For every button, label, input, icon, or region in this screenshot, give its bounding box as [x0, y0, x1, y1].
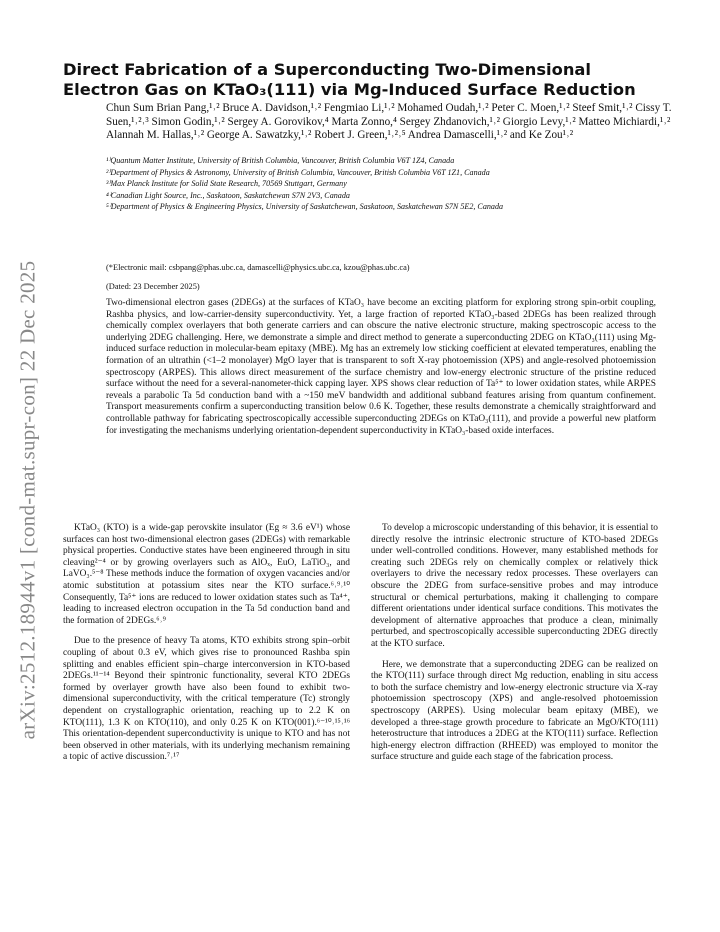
affiliations [106, 155, 676, 213]
arxiv-identifier-text: arXiv:2512.18944v1 [cond-mat.supr-con] 22 Dec 2025 [15, 260, 40, 740]
arxiv-identifier-stamp [8, 180, 48, 820]
affiliation-1: ¹⁾Quantum Matter Institute, University of British Columbia, Vancouver, British Columbia V6T 1Z4, Canada [106, 156, 455, 165]
paragraph: Due to the presence of heavy Ta atoms, KTO exhibits strong spin–orbit coupling of about 0.3 eV, which gives rise to pronounced Rashba spin splitting and enables efficient spin–charge interconversion in KTO-based 2DEGs.¹¹⁻¹⁴ Beyond their spintronic functionality, several KTO 2DEGs formed by overlayer growth have also been found to exhibit two-dimensional superconductivity, with the critical temperature (Tc) strongly dependent on crystallographic orientation, reaching up to 2.2 K on KTO(111), 1.3 K on KTO(110), and only 0.25 K on KTO(001).⁶⁻¹⁰˒¹⁵˒¹⁶ This orientation-dependent superconductivity is unique to KTO and has not been observed in other materials, with its underlying mechanism remaining a topic of active discussion.⁷˒¹⁷ [63, 636, 350, 763]
abstract: Two-dimensional electron gases (2DEGs) at the surfaces of KTaO₃ have become an exciting platform for exploring strong spin-orbit coupling, Rashba physics, and low-carrier-density superconductivity. Yet, a large fraction of reported KTaO₃-based 2DEGs has been realized through chemically complex overlayers that both generate carriers and can obscure the native electronic structure, making spectroscopic access to the underlying 2DEG challenging. Here, we demonstrate a simple and direct method to generate a superconducting 2DEG on KTaO₃(111) using Mg-induced surface reduction in molecular-beam epitaxy (MBE). Mg has an extremely low sticking coefficient at elevated temperatures, enabling the formation of an ultrathin (<1–2 monolayer) MgO layer that is transparent to soft X-ray photoemission (XPS) and angle-resolved photoemission spectroscopy (ARPES). This allows direct measurement of the surface chemistry and low-energy electronic structure of the pristine reduced surface without the need for a several-nanometer-thick capping layer. XPS shows clear reduction of Ta⁵⁺ to lower oxidation states, while ARPES reveals a parabolic Ta 5d conduction band with a ~150 meV bandwidth and additional subband features arising from quantum confinement. Transport measurements confirm a superconducting transition below 0.6 K. Together, these results demonstrate a chemically straightforward and controllable pathway for fabricating spectroscopically accessible superconducting 2DEGs on KTaO₃(111), and provide a powerful new platform for investigating the mechanisms underlying orientation-dependent superconductivity in KTaO₃-based oxide interfaces. [106, 298, 656, 436]
affiliation-5: ⁵⁾Department of Physics & Engineering Physics, University of Saskatchewan, Saskatoon, Saskatchewan S7N 5E2, Canada [106, 202, 504, 212]
paragraph: KTaO₃ (KTO) is a wide-gap perovskite insulator (Eg ≈ 3.6 eV¹) whose surfaces can host two-dimensional electron gases (2DEGs) with remarkable physical properties. Conductive states have been engineered through in situ cleaving²⁻⁴ or by growing overlayers such as AlOₓ, EuO, LaTiO₃, and LaVO₃.⁵⁻⁸ These methods induce the formation of oxygen vacancies and/or atomic substitution at potassium sites near the KTO surface.⁶˒⁹˒¹⁰ Consequently, Ta⁵⁺ ions are reduced to lower oxidation states such as Ta⁴⁺, leading to increased electron occupation in the Ta 5d conduction band and the formation of 2DEGs.⁶˒⁹ [63, 523, 350, 626]
affiliation-4: ⁴⁾Canadian Light Source, Inc., Saskatoon, Saskatchewan S7N 2V3, Canada [106, 190, 350, 200]
author-list: Chun Sum Brian Pang,¹˒² Bruce A. Davidson,¹˒² Fengmiao Li,¹˒² Mohamed Oudah,¹˒² Peter C. Moen,¹˒² Steef Smit,¹˒² Cissy T. Suen,¹˒²˒³ Simon Godin,¹˒² Sergey A. Gorovikov,⁴ Marta Zonno,⁴ Sergey Zhdanovich,¹˒² Giorgio Levy,¹˒² Matteo Michiardi,¹˒² Alannah M. Hallas,¹˒² George A. Sawatzky,¹˒² Robert J. Green,¹˒²˒⁵ Andrea Damascelli,¹˒² and Ke Zou¹˒² [106, 102, 672, 142]
affiliation-3: ³⁾Max Planck Institute for Solid State Research, 70569 Stuttgart, Germany [106, 179, 347, 189]
body-column-left [63, 523, 350, 773]
paragraph: Here, we demonstrate that a superconducting 2DEG can be realized on the KTO(111) surface through direct Mg reduction, enabling in situ access to both the surface chemistry and low-energy electronic structure via X-ray photoemission spectroscopy (XPS) and angle-resolved photoemission spectroscopy (ARPES). Using molecular beam epitaxy (MBE), we developed a three-stage growth procedure to fabricate an MgO/KTO(111) heterostructure that introduces a 2DEG at the KTO(111) surface. Reflection high-energy electron diffraction (RHEED) was employed to monitor the surface structure and guide each stage of the fabrication process. [371, 659, 658, 763]
date-line: (Dated: 23 December 2025) [106, 282, 200, 291]
contact-email: (*Electronic mail: csbpang@phas.ubc.ca, damascelli@physics.ubc.ca, kzou@phas.ubc.ca) [106, 263, 410, 272]
body-column-right [371, 523, 658, 773]
paper-title: Direct Fabrication of a Superconducting Two-Dimensional Electron Gas on KTaO₃(111) via Mg-Induced Surface Reduction [63, 60, 636, 99]
affiliation-2: ²⁾Department of Physics & Astronomy, University of British Columbia, Vancouver, British Columbia V6T 1Z1, Canada [106, 167, 490, 177]
paragraph: To develop a microscopic understanding of this behavior, it is essential to directly resolve the intrinsic electronic structure of KTO-based 2DEGs under well-controlled conditions. However, many established methods for creating such 2DEGs rely on chemically complex or relatively thick overlayers to drive the necessary redox processes. These overlayers can obscure the 2DEG from surface-sensitive probes and may introduce structural or chemical perturbations, making it challenging to compare different orientations under identical surface conditions. This motivates the development of alternative approaches that produce a clean, minimally perturbed, and spectroscopically accessible superconducting 2DEG directly at the KTO surface. [371, 523, 658, 649]
